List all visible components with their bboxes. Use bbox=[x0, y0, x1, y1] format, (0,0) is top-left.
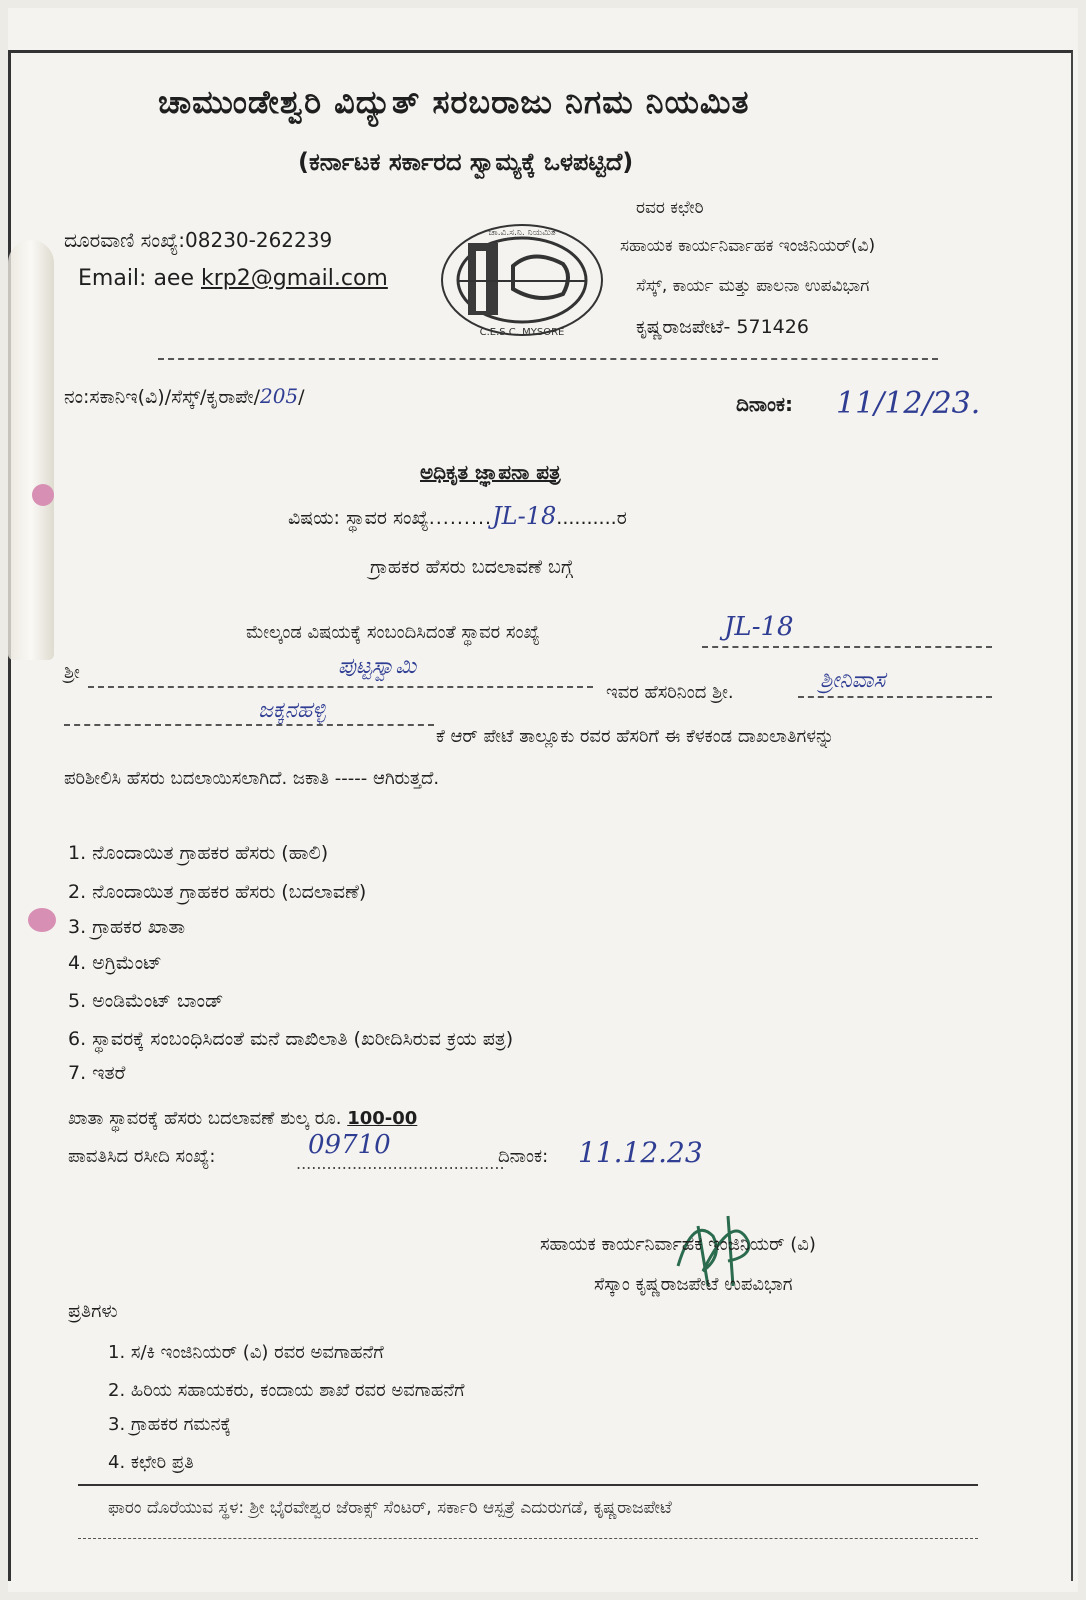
subject-suffix: ರ bbox=[616, 507, 627, 529]
receipt-number: 09710 bbox=[308, 1130, 391, 1160]
pin-mark bbox=[28, 908, 56, 932]
reference-value: 205 bbox=[259, 384, 299, 408]
shri-prefix: ಶ್ರೀ bbox=[64, 662, 80, 683]
pin-mark bbox=[32, 484, 54, 506]
logo-text-bottom: C.E.S.C. MYSORE bbox=[479, 327, 565, 338]
email-address: krp2@gmail.com bbox=[201, 266, 388, 291]
subject-line-2: ಗ್ರಾಹಕರ ಹೆಸರು ಬದಲಾವಣೆ ಬಗ್ಗೆ bbox=[370, 556, 573, 578]
phone-line bbox=[64, 228, 332, 252]
company-subtitle: (ಕರ್ನಾಟಕ ಸರ್ಕಾರದ ಸ್ವಾಮ್ಯಕ್ಕೆ ಒಳಪಟ್ಟಿದೆ) bbox=[298, 148, 634, 176]
list-item: 3. ಗ್ರಾಹಕರ ಗಮನಕ್ಕೆ bbox=[108, 1414, 231, 1435]
fee-line bbox=[68, 1108, 417, 1129]
email-label: Email: aee bbox=[78, 266, 194, 291]
footer-divider bbox=[78, 1484, 978, 1486]
old-consumer-name: ಪುಟ್ಟಸ್ವಾಮಿ bbox=[338, 654, 417, 679]
binder-pin bbox=[8, 240, 54, 660]
receipt-date: 11.12.23 bbox=[578, 1136, 703, 1169]
ref-date-label: ದಿನಾಂಕ: bbox=[736, 392, 793, 416]
fee-amount: 100-00 bbox=[347, 1108, 418, 1129]
receipt-label: ಪಾವತಿಸಿದ ರಸೀದಿ ಸಂಖ್ಯೆ: bbox=[68, 1146, 216, 1167]
cesc-logo bbox=[438, 221, 606, 339]
copies-heading: ಪ್ರತಿಗಳು bbox=[68, 1300, 118, 1322]
footer-text: ಫಾರಂ ದೊರೆಯುವ ಸ್ಥಳ: ಶ್ರೀ ಭೈರವೇಶ್ವರ ಜೆರಾಕ್ಸ್ ಸೆಂಟರ್, ಸರ್ಕಾರಿ ಆಸ್ಪತ್ರೆ ಎದುರುಗಡೆ, ಕೃಷ್ಣರಾಜಪೇಟೆ bbox=[108, 1498, 672, 1518]
list-item: 3. ಗ್ರಾಹಕರ ಖಾತಾ bbox=[68, 916, 186, 938]
installation-number: JL-18 bbox=[724, 612, 794, 642]
reference-label: ನಂ:ಸಕಾನಿಇ(ವಿ)/ಸೆಸ್ಕ್/ಕೃರಾಪೇ/ bbox=[64, 386, 260, 408]
body-line-3: ಕೆ ಆರ್ ಪೇಟೆ ತಾಲ್ಲೂಕು ರವರ ಹೆಸರಿಗೆ ಈ ಕೆಳಕಂಡ ದಾಖಲಾತಿಗಳನ್ನು bbox=[436, 726, 835, 747]
para-start: ಮೇಲ್ಕಂಡ ವಿಷಯಕ್ಕೆ ಸಂಬಂದಿಸಿದಂತೆ ಸ್ಥಾವರ ಸಂಖ್ಯೆ bbox=[246, 622, 540, 643]
office-line-3: ಸೆಸ್ಕ್, ಕಾರ್ಯ ಮತ್ತು ಪಾಲನಾ ಉಪವಿಭಾಗ bbox=[636, 276, 870, 296]
office-line-2: ಸಹಾಯಕ ಕಾರ್ಯನಿರ್ವಾಹಕ ಇಂಜಿನಿಯರ್(ವಿ) bbox=[620, 236, 876, 256]
list-item: 5. ಅಂಡಿಮೆಂಟ್ ಬಾಂಡ್ bbox=[68, 990, 224, 1012]
company-name: ಚಾಮುಂಡೇಶ್ವರಿ ವಿದ್ಯುತ್ ಸರಬರಾಜು ನಿಗಮ ನಿಯಮಿತ bbox=[158, 83, 750, 121]
list-item: 2. ನೊಂದಾಯಿತ ಗ್ರಾಹಕರ ಹೆಸರು (ಬದಲಾವಣೆ) bbox=[68, 881, 367, 903]
signatory-office: ಸೆಸ್ಕಾಂ ಕೃಷ್ಣರಾಜಪೇಟೆ ಉಪವಿಭಾಗ bbox=[594, 1274, 793, 1295]
signatory-title: ಸಹಾಯಕ ಕಾರ್ಯನಿರ್ವಾಹಕ ಇಂಜಿನಿಯರ್ (ವಿ) bbox=[540, 1234, 816, 1255]
receipt-date-label: ದಿನಾಂಕ: bbox=[498, 1146, 549, 1167]
list-item: 6. ಸ್ಥಾವರಕ್ಕೆ ಸಂಬಂಧಿಸಿದಂತೆ ಮನೆ ದಾಖಿಲಾತಿ (ಖರೀದಿಸಿರುವ ಕ್ರಯ ಪತ್ರ) bbox=[68, 1028, 514, 1050]
phone-label: ದೂರವಾಣಿ ಸಂಖ್ಯೆ: bbox=[64, 228, 186, 252]
document-page: ಚಾಮುಂಡೇಶ್ವರಿ ವಿದ್ಯುತ್ ಸರಬರಾಜು ನಿಗಮ ನಿಯಮಿತ (ಕರ್ನಾಟಕ ಸರ್ಕಾರದ ಸ್ವಾಮ್ಯಕ್ಕೆ ಒಳಪಟ್ಟಿದೆ) ದೂರವಾಣಿ ಸಂಖ್ಯೆ:08230-262239 Email: aee krp2@gmail.com ಚಾ.ವಿ.ಸ.ನಿ. ನಿಯಮಿತ C.E.S.C. MYSORE ರವರ ಕಛೇರಿ ಸಹಾಯಕ ಕಾರ್ಯನಿರ್ವಾಹಕ ಇಂಜಿನಿಯರ್(ವಿ) ಸೆಸ್ಕ್, ಕಾರ್ಯ ಮತ್ತು ಪಾಲನಾ ಉಪವಿಭಾಗ ಕೃಷ್ಣರಾಜಪೇಟೆ- 571426 ನಂ:ಸಕಾನಿಇ(ವಿ)/ಸೆಸ್ಕ್/ಕೃರಾಪೇ/205/ ದಿನಾಂಕ: 11/12/23. ಅಧಿಕೃತ ಜ್ಞಾಪನಾ ಪತ್ರ ವಿಷಯ: ಸ್ಥಾವರ ಸಂಖ್ಯೆ.........JL-18..........ರ ಗ್ರಾಹಕರ ಹೆಸರು ಬದಲಾವಣೆ ಬಗ್ಗೆ ಮೇಲ್ಕಂಡ ವಿಷಯಕ್ಕೆ ಸಂಬಂದಿಸಿದಂತೆ ಸ್ಥಾವರ ಸಂಖ್ಯೆ JL-18 ಶ್ರೀ ಪುಟ್ಟಸ್ವಾಮಿ ಇವರ ಹೆಸರಿನಿಂದ ಶ್ರೀ. ಶ್ರೀನಿವಾಸ ಜಕ್ಕನಹಳ್ಳಿ ಕೆ ಆರ್ ಪೇಟೆ ತಾಲ್ಲೂಕು ರವರ ಹೆಸರಿಗೆ ಈ ಕೆಳಕಂಡ ದಾಖಲಾತಿಗಳನ್ನು ಪರಿಶೀಲಿಸಿ ಹೆಸರು ಬದಲಾಯಿಸಲಾಗಿದೆ. ಜಕಾತಿ ----- ಆಗಿರುತ್ತದೆ. 1. ನೊಂದಾಯಿತ ಗ್ರಾಹಕರ ಹೆಸರು (ಹಾಲಿ) 2. ನೊಂದಾಯಿತ ಗ್ರಾಹಕರ ಹೆಸರು (ಬದಲಾವಣೆ) 3. ಗ್ರಾಹಕರ ಖಾತಾ 4. ಅಗ್ರಿಮೆಂಟ್ 5. ಅಂಡಿಮೆಂಟ್ ಬಾಂಡ್ 6. ಸ್ಥಾವರಕ್ಕೆ ಸಂಬಂಧಿಸಿದಂತೆ ಮನೆ ದಾಖಿಲಾತಿ (ಖರೀದಿಸಿರುವ ಕ್ರಯ ಪತ್ರ) 7. ಇತರೆ ಖಾತಾ ಸ್ಥಾವರಕ್ಕೆ ಹೆಸರು ಬದಲಾವಣೆ ಶುಲ್ಕ ರೂ. 100-00 ಪಾವತಿಸಿದ ರಸೀದಿ ಸಂಖ್ಯೆ: ......................................... 09710 ದಿನಾಂಕ: 11.12.23 ಸಹಾಯಕ ಕಾರ್ಯನಿರ್ವಾಹಕ ಇಂಜಿನಿಯರ್ (ವಿ) ಸೆಸ್ಕಾಂ ಕೃಷ್ಣರಾಜಪೇಟೆ ಉಪವಿಭಾಗ ಪ್ರತಿಗಳು 1. ಸ/ಕಿ ಇಂಜಿನಿಯರ್ (ವಿ) ರವರ ಅವಗಾಹನೆಗೆ 2. ಹಿರಿಯ ಸಹಾಯಕರು, ಕಂದಾಯ ಶಾಖೆ ರವರ ಅವಗಾಹನೆಗೆ 3. ಗ್ರಾಹಕರ ಗಮನಕ್ಕೆ 4. ಕಛೇರಿ ಪ್ರತಿ ಫಾರಂ ದೊರೆಯುವ ಸ್ಥಳ: ಶ್ರೀ ಭೈರವೇಶ್ವರ ಜೆರಾಕ್ಸ್ ಸೆಂಟರ್, ಸರ್ಕಾರಿ ಆಸ್ಪತ್ರೆ ಎದುರುಗಡೆ, ಕೃಷ್ಣರಾಜಪೇಟೆ bbox=[8, 8, 1078, 1592]
office-line-4: ಕೃಷ್ಣರಾಜಪೇಟೆ- 571426 bbox=[636, 316, 809, 338]
list-item: 4. ಅಗ್ರಿಮೆಂಟ್ bbox=[68, 952, 162, 974]
list-item: 2. ಹಿರಿಯ ಸಹಾಯಕರು, ಕಂದಾಯ ಶಾಖೆ ರವರ ಅವಗಾಹನೆಗೆ bbox=[108, 1380, 465, 1401]
list-item: 7. ಇತರೆ bbox=[68, 1062, 126, 1084]
reference-number: ನಂ:ಸಕಾನಿಇ(ವಿ)/ಸೆಸ್ಕ್/ಕೃರಾಪೇ/205/ bbox=[64, 384, 305, 408]
list-item: 1. ಸ/ಕಿ ಇಂಜಿನಿಯರ್ (ವಿ) ರವರ ಅವಗಾಹನೆಗೆ bbox=[108, 1342, 384, 1363]
email-line bbox=[78, 266, 388, 291]
memo-heading: ಅಧಿಕೃತ ಜ್ಞಾಪನಾ ಪತ್ರ bbox=[420, 460, 561, 484]
body-line-4: ಪರಿಶೀಲಿಸಿ ಹೆಸರು ಬದಲಾಯಿಸಲಾಗಿದೆ. ಜಕಾತಿ ----- ಆಗಿರುತ್ತದೆ. bbox=[64, 768, 440, 789]
fee-label: ಖಾತಾ ಸ್ಥಾವರಕ್ಕೆ ಹೆಸರು ಬದಲಾವಣೆ ಶುಲ್ಕ ರೂ. bbox=[68, 1108, 342, 1129]
ref-date-value: 11/12/23. bbox=[836, 386, 981, 421]
logo-elephant-icon bbox=[513, 256, 568, 298]
new-consumer-name: ಶ್ರೀನಿವಾಸ bbox=[820, 668, 886, 693]
subject-label: ವಿಷಯ: ಸ್ಥಾವರ ಸಂಖ್ಯೆ bbox=[288, 507, 429, 529]
office-line-1: ರವರ ಕಛೇರಿ bbox=[636, 198, 704, 218]
phone-number: 08230-262239 bbox=[185, 228, 333, 252]
village-name: ಜಕ್ಕನಹಳ್ಳಿ bbox=[258, 698, 326, 723]
list-item: 4. ಕಛೇರಿ ಪ್ರತಿ bbox=[108, 1452, 194, 1473]
name-from-text: ಇವರ ಹೆಸರಿನಿಂದ ಶ್ರೀ. bbox=[606, 682, 734, 703]
subject-value: JL-18 bbox=[492, 502, 557, 530]
header-divider bbox=[158, 358, 938, 360]
subject-line: ವಿಷಯ: ಸ್ಥಾವರ ಸಂಖ್ಯೆ.........JL-18..........ರ bbox=[288, 502, 627, 530]
logo-text-top: ಚಾ.ವಿ.ಸ.ನಿ. ನಿಯಮಿತ bbox=[488, 228, 556, 238]
list-item: 1. ನೊಂದಾಯಿತ ಗ್ರಾಹಕರ ಹೆಸರು (ಹಾಲಿ) bbox=[68, 842, 329, 864]
